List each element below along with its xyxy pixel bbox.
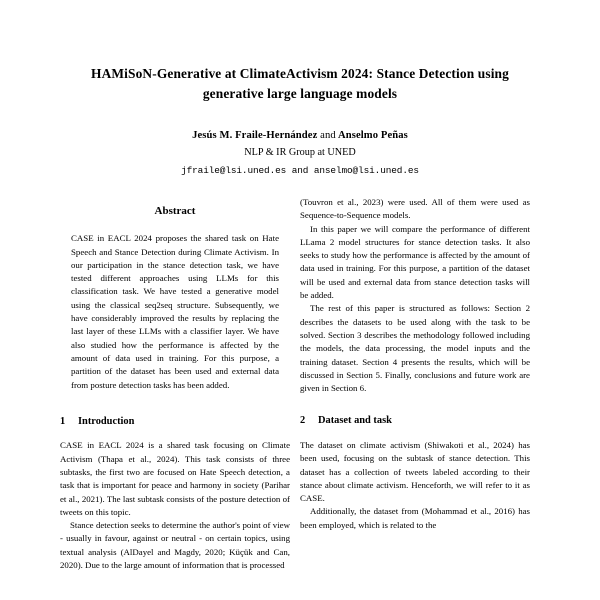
right-column: [300, 196, 530, 600]
spacer: [60, 428, 290, 439]
page-title: HAMiSoN-Generative at ClimateActivism 2024: Stance Detection using generative large language models: [91, 66, 509, 101]
left-column: [60, 196, 290, 600]
author-name-first: Jesús M. Fraile-Hernández: [192, 130, 318, 142]
abstract-body: CASE in EACL 2024 proposes the shared task on Hate Speech and Stance Detection during Climate Activism. In our participation in the stance detection task, we have tested different approaches using LLMs for this classification task. We have tested a generative model using the classical seq2seq structure. Subsequently, we have considerably improved the results by replacing the last layer of these LLMs with a classifier layer. We have also studied how the performance is affected by the amount of data used in training. For this purpose, a partition of the dataset has been used and external data from posture detection tasks has been added.: [71, 233, 279, 390]
authors-line: [78, 129, 522, 144]
author-emails: jfraile@lsi.uned.es and anselmo@lsi.uned.es: [181, 165, 419, 177]
section-heading-dataset-and-task: [300, 414, 530, 428]
section-title: Introduction: [78, 415, 135, 427]
section-title: Dataset and task: [318, 415, 392, 427]
title-block: [0, 0, 600, 178]
paragraph: The rest of this paper is structured as follows: Section 2 describes the datasets to be used along with the task to be solved. Section 3 describes the methodology followed including the models, the data processing, the model inputs and the training dataset. Section 4 presents the results, which will be discussed in Section 5. Finally, conclusions and future work are given in Section 6.: [300, 303, 530, 394]
author-conjunction: and: [320, 130, 336, 142]
paragraph: The dataset on climate activism (Shiwakoti et al., 2024) has been used, focusing on the subtask of stance detection. This dataset has a collection of tweets labeled according to their stance about climate activism. Henceforth, we will refer to it as CASE.: [300, 439, 530, 504]
paragraph: CASE in EACL 2024 is a shared task focusing on Climate Activism (Thapa et al., 2024). This task consists of three subtasks, the first two are focused on Hate Speech detection, a task that is important for peace and harmony in society (Parihar et al., 2021). The last subtask consists of the posture detection of tweets on this topic.: [60, 440, 290, 517]
author-name-second: Anselmo Peñas: [337, 130, 408, 142]
abstract-heading: Abstract: [154, 205, 196, 217]
section-number: 1: [60, 415, 66, 427]
paragraph: In this paper we will compare the performance of different LLama 2 model structures for stance detection tasks. It also seeks to study how the performance is affected by the amount of data used in training. For this purpose, a partition of the dataset will be used and external data from stance detection tasks will be added.: [300, 223, 530, 301]
affiliation: NLP & IR Group at UNED: [244, 147, 356, 159]
section-heading-introduction: [60, 415, 290, 429]
author-block: [78, 129, 522, 177]
body-columns: [0, 196, 600, 600]
section-number: 2: [300, 415, 306, 427]
paragraph: Additionally, the dataset from (Mohammad et al., 2016) has been employed, which is related to the: [300, 506, 530, 530]
spacer: [300, 428, 530, 439]
paragraph: Stance detection seeks to determine the author's point of view - usually in favour, against or neutral - on certain topics, using textual analysis (AlDayel and Magdy, 2020; Küçük and Can, 2020). Due to the large amount of information that is processed: [60, 520, 290, 571]
paragraph: (Touvron et al., 2023) were used. All of them were used as Sequence-to-Sequence models.: [300, 197, 530, 221]
